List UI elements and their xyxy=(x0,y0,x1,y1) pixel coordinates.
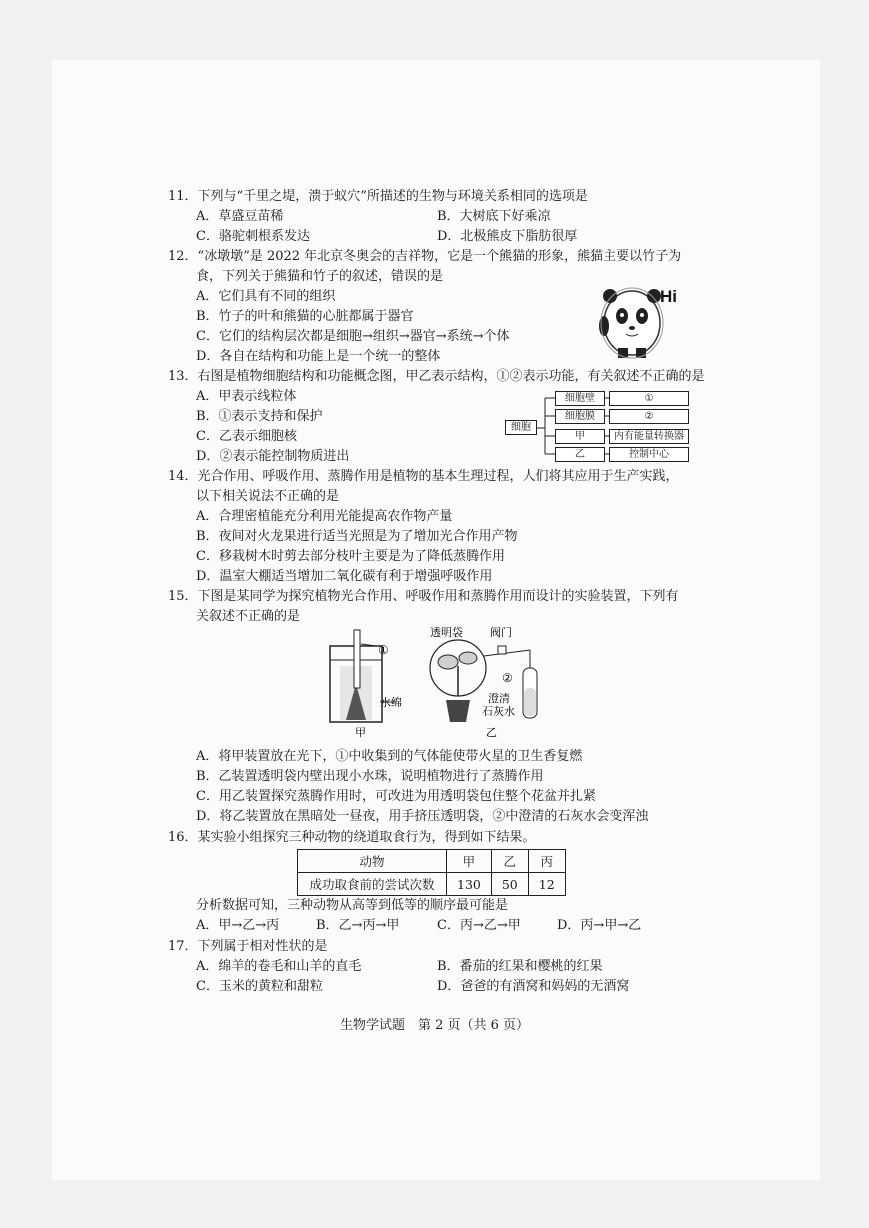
table-header-row xyxy=(298,850,566,873)
q17-option-d: D．爸爸的有酒窝和妈妈的无酒窝 xyxy=(437,979,630,994)
q16-option-b: B．乙→丙→甲 xyxy=(316,918,400,933)
q11-stem: 11．下列与“千里之堤，溃于蚁穴”所描述的生物与环境关系相同的选项是 xyxy=(168,189,588,204)
q11-option-b: B．大树底下好乘凉 xyxy=(437,209,551,224)
q12-option-c: C．它们的结构层次都是细胞→组织→器官→系统→个体 xyxy=(196,329,510,344)
valve-label: 阀门 xyxy=(490,627,512,639)
q12-option-b: B．竹子的叶和熊猫的心脏都属于器官 xyxy=(196,309,414,324)
table-header-cell: 动物 xyxy=(298,850,447,873)
limewater-label-line2: 石灰水 xyxy=(482,706,515,718)
diagram-part-cell-wall: 细胞壁 xyxy=(555,391,605,406)
exam-page xyxy=(52,60,820,1180)
diagram-part-yi: 乙 xyxy=(555,447,605,462)
q13-option-d: D．②表示能控制物质进出 xyxy=(196,449,350,464)
q11-option-d: D．北极熊皮下脂肪很厚 xyxy=(437,229,578,244)
q16-option-c: C．丙→乙→甲 xyxy=(437,918,521,933)
experiment-apparatus-figure xyxy=(318,626,558,740)
q17-stem: 17．下列属于相对性状的是 xyxy=(168,939,328,954)
q15-option-b: B．乙装置透明袋内壁出现小水珠，说明植物进行了蒸腾作用 xyxy=(196,769,544,784)
q17-option-a: A．绵羊的卷毛和山羊的直毛 xyxy=(196,959,362,974)
q14-option-b: B．夜间对火龙果进行适当光照是为了增加光合作用产物 xyxy=(196,529,518,544)
diagram-function-1: ① xyxy=(609,391,689,406)
q16-data-table xyxy=(297,849,566,896)
mascot-hi-text: Hi xyxy=(660,287,677,306)
diagram-function-control: 控制中心 xyxy=(609,447,689,462)
table-cell: 成功取食前的尝试次数 xyxy=(298,873,447,896)
q13-option-a: A．甲表示线粒体 xyxy=(196,389,297,404)
diagram-function-2: ② xyxy=(609,409,689,424)
q15-stem-line1: 15．下图是某同学为探究植物光合作用、呼吸作用和蒸腾作用而设计的实验装置，下列有 xyxy=(168,589,679,604)
q15-stem-line2: 关叙述不正确的是 xyxy=(196,609,301,624)
q15-option-a: A．将甲装置放在光下，①中收集到的气体能使带火星的卫生香复燃 xyxy=(196,749,583,764)
q14-option-c: C．移栽树木时剪去部分枝叶主要是为了降低蒸腾作用 xyxy=(196,549,505,564)
q14-stem-line1: 14．光合作用、呼吸作用、蒸腾作用是植物的基本生理过程，人们将其应用于生产实践， xyxy=(168,469,679,484)
table-header-cell: 甲 xyxy=(447,850,492,873)
q12-option-a: A．它们具有不同的组织 xyxy=(196,289,336,304)
transparent-bag-label: 透明袋 xyxy=(430,627,463,639)
marker-2: ② xyxy=(502,671,513,685)
apparatus-yi-label: 乙 xyxy=(486,727,497,739)
q13-stem: 13．右图是植物细胞结构和功能概念图，甲乙表示结构，①②表示功能，有关叙述不正确的是 xyxy=(168,369,705,384)
table-cell: 50 xyxy=(491,873,528,896)
q17-option-c: C．玉米的黄粒和甜粒 xyxy=(196,979,323,994)
q14-option-a: A．合理密植能充分利用光能提高农作物产量 xyxy=(196,509,453,524)
diagram-root-cell: 细胞 xyxy=(505,420,537,435)
q16-option-a: A．甲→乙→丙 xyxy=(196,918,280,933)
apparatus-jia-label: 甲 xyxy=(355,727,366,739)
q11-option-a: A．草盛豆苗稀 xyxy=(196,209,284,224)
limewater-label-line1: 澄清 xyxy=(488,693,510,705)
q13-option-b: B．①表示支持和保护 xyxy=(196,409,323,424)
table-cell: 12 xyxy=(528,873,565,896)
q16-analysis: 分析数据可知，三种动物从高等到低等的顺序最可能是 xyxy=(196,898,509,913)
q12-stem-line2: 食，下列关于熊猫和竹子的叙述，错误的是 xyxy=(196,269,444,284)
q16-option-d: D．丙→甲→乙 xyxy=(557,918,642,933)
q13-option-c: C．乙表示细胞核 xyxy=(196,429,297,444)
diagram-part-jia: 甲 xyxy=(555,429,605,444)
q14-option-d: D．温室大棚适当增加二氧化碳有利于增强呼吸作用 xyxy=(196,569,493,584)
marker-1: ① xyxy=(378,643,389,657)
diagram-function-energy: 内有能量转换器 xyxy=(609,429,689,444)
page-footer: 生物学试题 第 2 页（共 6 页） xyxy=(339,1018,530,1033)
q16-stem: 16．某实验小组探究三种动物的绕道取食行为，得到如下结果。 xyxy=(168,830,536,845)
sponge-label: 水绵 xyxy=(380,697,402,709)
q12-option-d: D．各自在结构和功能上是一个统一的整体 xyxy=(196,349,441,364)
mascot-panda-image xyxy=(596,278,696,360)
table-header-cell: 乙 xyxy=(491,850,528,873)
table-cell: 130 xyxy=(447,873,492,896)
diagram-part-cell-membrane: 细胞膜 xyxy=(555,409,605,424)
q11-option-c: C．骆驼刺根系发达 xyxy=(196,229,310,244)
q15-option-c: C．用乙装置探究蒸腾作用时，可改进为用透明袋包住整个花盆并扎紧 xyxy=(196,789,596,804)
table-header-cell: 丙 xyxy=(528,850,565,873)
table-row xyxy=(298,873,566,896)
q14-stem-line2: 以下相关说法不正确的是 xyxy=(196,489,340,504)
q17-option-b: B．番茄的红果和樱桃的红果 xyxy=(437,959,603,974)
q12-stem-line1: 12．“冰墩墩”是 2022 年北京冬奥会的吉祥物，它是一个熊猫的形象，熊猫主要以竹子为 xyxy=(168,249,682,264)
q15-option-d: D．将乙装置放在黑暗处一昼夜，用手挤压透明袋，②中澄清的石灰水会变浑浊 xyxy=(196,809,649,824)
